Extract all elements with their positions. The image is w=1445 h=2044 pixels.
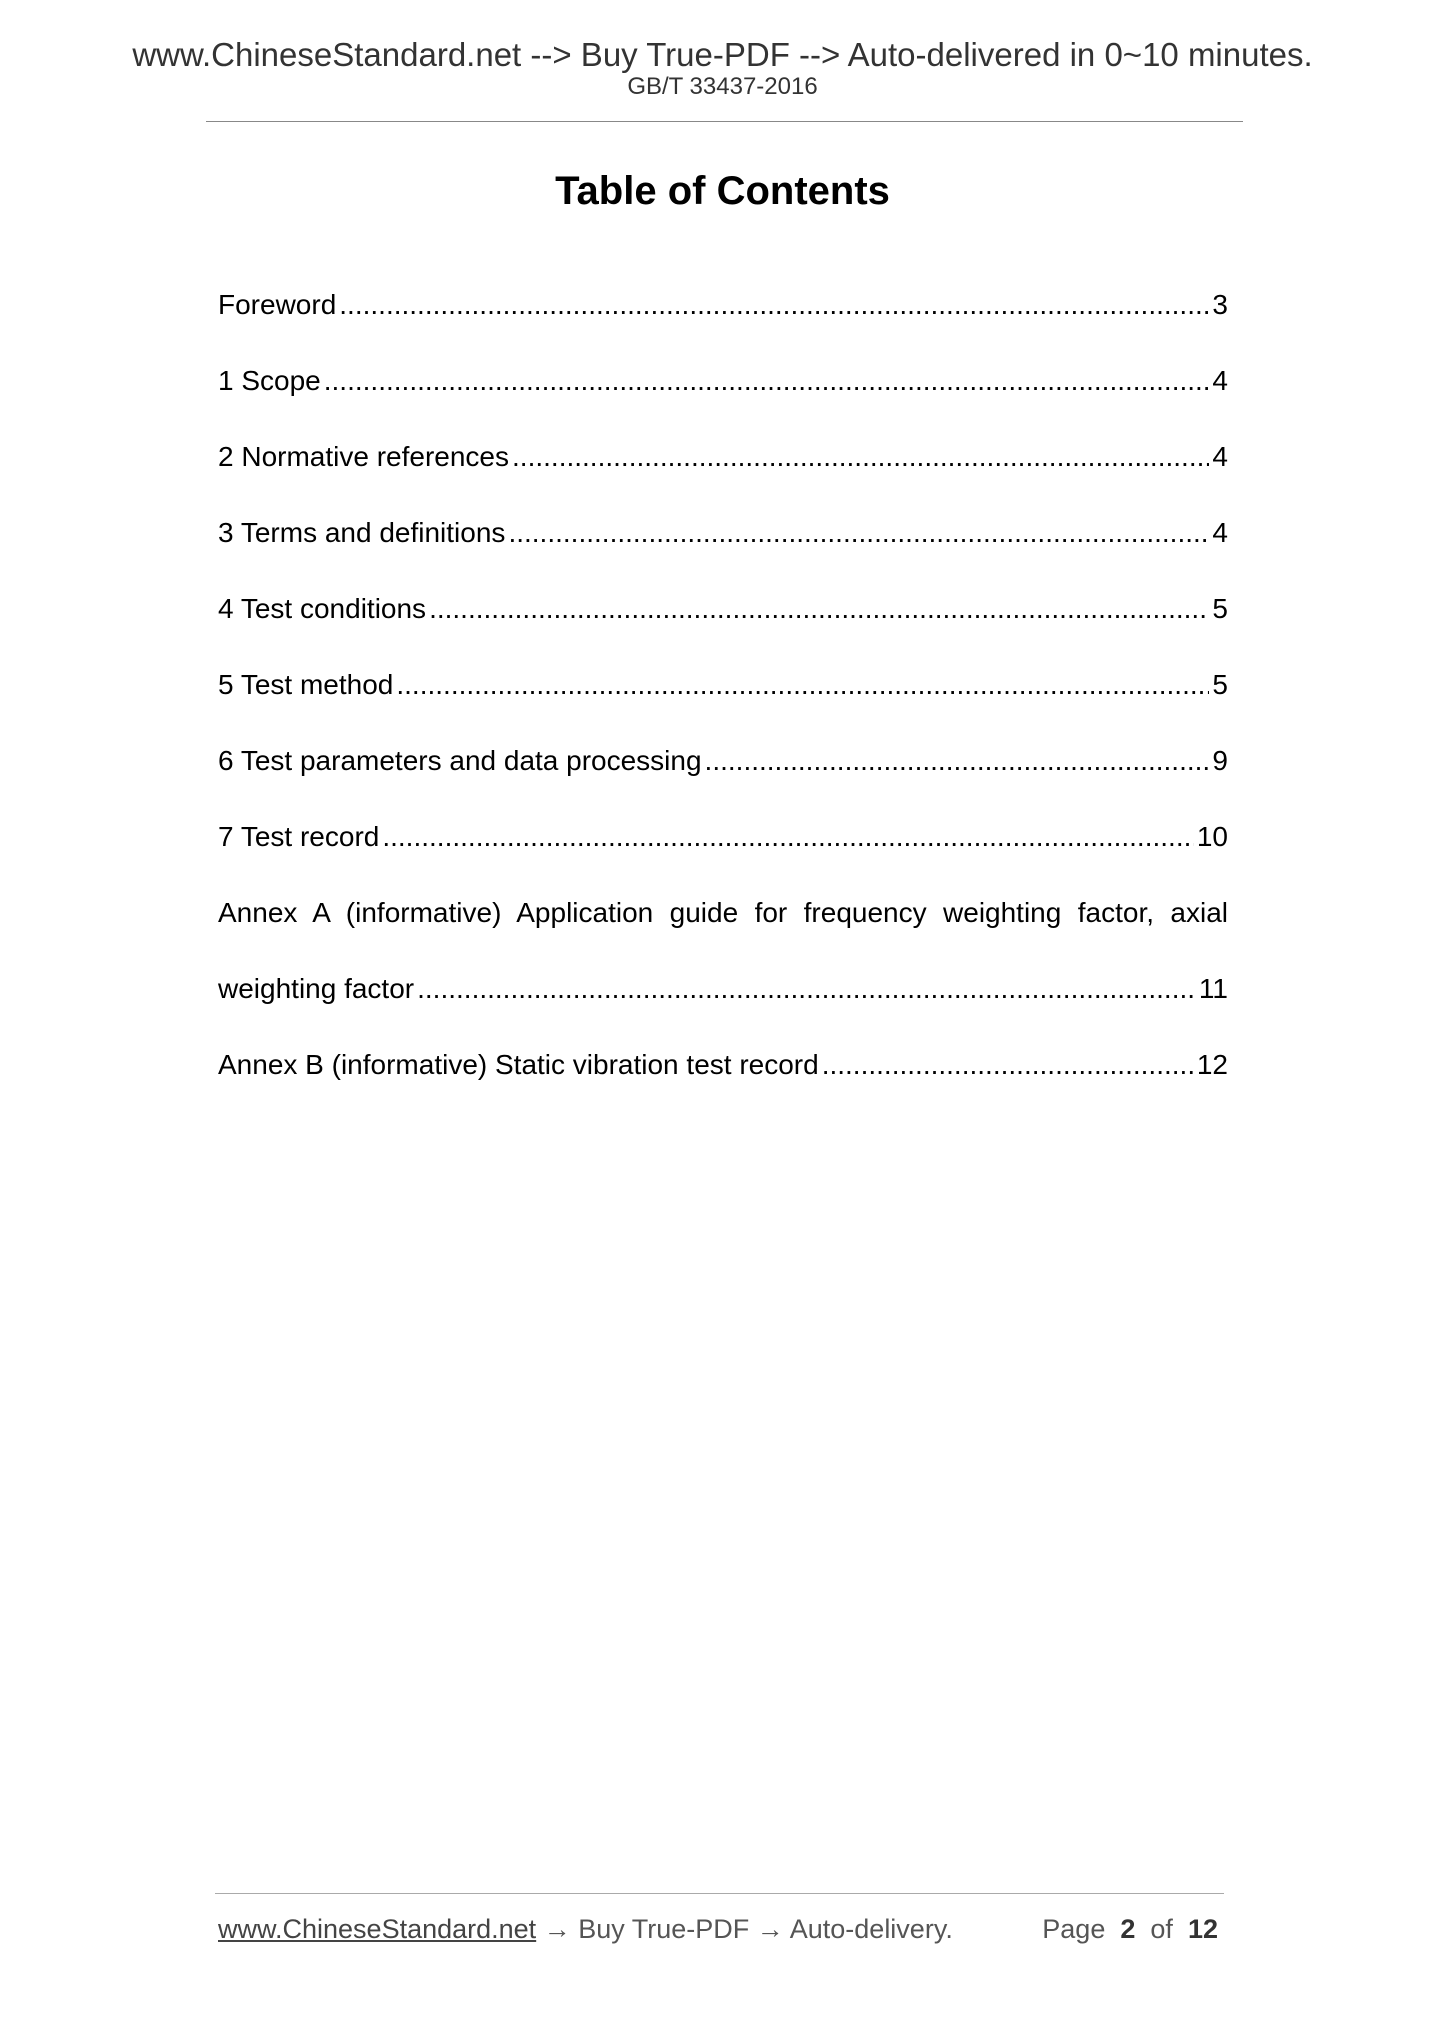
footer-divider: [215, 1893, 1224, 1894]
toc-entry-label: Annex B (informative) Static vibration test record: [218, 1049, 819, 1080]
toc-entry-test-record[interactable]: [218, 821, 1228, 897]
page-footer: [218, 1916, 1218, 1956]
toc-entry-page: 12: [1196, 1049, 1228, 1080]
page-indicator: [1042, 1916, 1218, 1943]
dot-leader: [396, 669, 1209, 701]
page-title: Table of Contents: [555, 169, 890, 213]
toc-entry-annex-b[interactable]: [218, 1049, 1228, 1125]
header-banner: www.ChineseStandard.net --> Buy True-PDF --> Auto-delivered in 0~10 minutes.: [132, 36, 1313, 73]
dot-leader: [417, 973, 1196, 1005]
page-label: Page: [1042, 1914, 1106, 1944]
toc-entry-annex-a-continued[interactable]: [218, 973, 1228, 1049]
toc-entry-page: 4: [1212, 441, 1228, 472]
toc-entry-page: 11: [1198, 973, 1228, 1004]
toc-entry-test-parameters[interactable]: [218, 745, 1228, 821]
toc-entry-page: 9: [1212, 745, 1228, 776]
toc-entry-test-conditions[interactable]: [218, 593, 1228, 669]
toc-entry-foreword[interactable]: [218, 289, 1228, 365]
dot-leader: [429, 593, 1209, 625]
toc-entry-normative-references[interactable]: [218, 441, 1228, 517]
dot-leader: [508, 517, 1209, 549]
toc-entry-scope[interactable]: [218, 365, 1228, 441]
toc-entry-label: 4 Test conditions: [218, 593, 427, 624]
toc-entry-label-continued: weighting factor: [218, 973, 415, 1004]
toc-entry-label: Foreword: [218, 289, 337, 320]
table-of-contents: [218, 289, 1228, 1125]
toc-entry-terms-definitions[interactable]: [218, 517, 1228, 593]
toc-entry-page: 4: [1212, 517, 1228, 548]
toc-entry-label: Annex A (informative) Application guide for frequency weighting factor, axial: [218, 897, 1228, 928]
dot-leader: [705, 745, 1210, 777]
dot-leader: [512, 441, 1209, 473]
dot-leader: [324, 365, 1210, 397]
current-page-number: 2: [1120, 1914, 1136, 1944]
dot-leader: [382, 821, 1194, 853]
page-of-label: of: [1150, 1914, 1173, 1944]
header-divider: [206, 121, 1243, 122]
toc-entry-annex-a[interactable]: [218, 897, 1228, 973]
toc-entry-label: 1 Scope: [218, 365, 321, 396]
toc-entry-label: 6 Test parameters and data processing: [218, 745, 702, 776]
toc-entry-test-method[interactable]: [218, 669, 1228, 745]
footer-site-link[interactable]: www.ChineseStandard.net: [218, 1914, 537, 1944]
toc-entry-label: 2 Normative references: [218, 441, 510, 472]
toc-entry-page: 4: [1212, 365, 1228, 396]
dot-leader: [339, 289, 1209, 321]
document-number: GB/T 33437-2016: [627, 73, 818, 100]
toc-entry-label: 5 Test method: [218, 669, 394, 700]
toc-entry-label: 7 Test record: [218, 821, 380, 852]
toc-entry-page: 3: [1212, 289, 1228, 320]
total-pages-number: 12: [1187, 1914, 1218, 1944]
toc-entry-page: 10: [1196, 821, 1228, 852]
toc-entry-page: 5: [1212, 669, 1228, 700]
toc-entry-label: 3 Terms and definitions: [218, 517, 506, 548]
dot-leader: [822, 1049, 1194, 1081]
footer-tagline: → Buy True-PDF → Auto-delivery.: [536, 1914, 953, 1944]
toc-entry-page: 5: [1212, 593, 1228, 624]
